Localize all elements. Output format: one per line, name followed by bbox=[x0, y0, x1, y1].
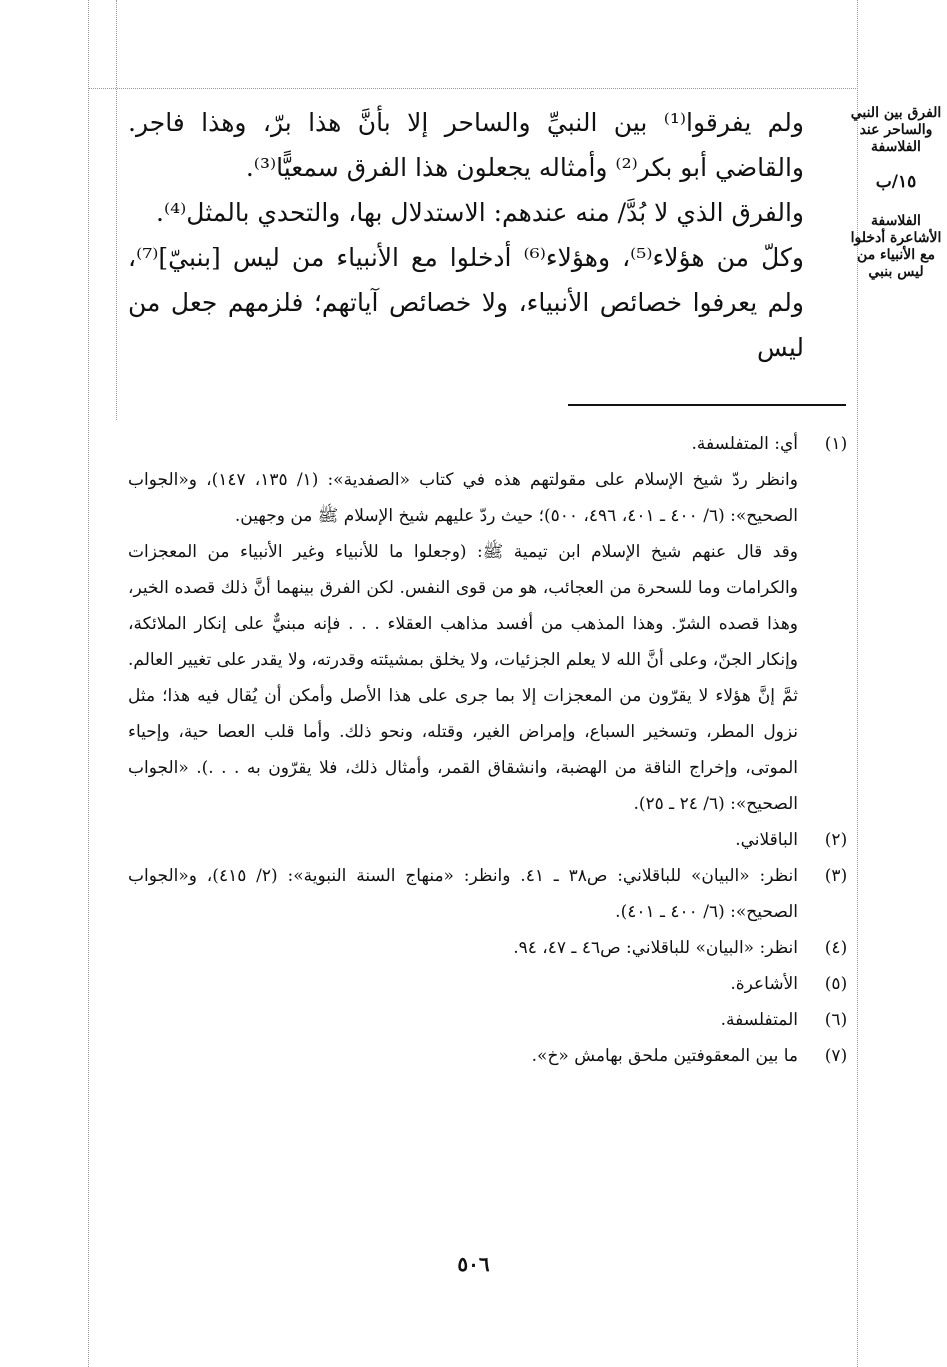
footnote-item bbox=[128, 1002, 856, 1038]
footnote-number: (٥) bbox=[824, 974, 848, 994]
footnote-number: (٦) bbox=[824, 1010, 848, 1030]
footnote-text: وانظر ردّ شيخ الإسلام على مقولتهم هذه في كتاب «الصفدية»: (١/ ١٣٥، ١٤٧)، و«الجواب الصحيح»: (٦/ ٤٠٠ ـ ٤٠١، ٤٩٦، ٥٠٠)؛ حيث ردّ عليهم شيخ الإسلام ﷺ من وجهين. bbox=[128, 470, 798, 526]
footnote-text: ما بين المعقوفتين ملحق بهامش «خ». bbox=[531, 1046, 798, 1066]
margin-note-heading: الفرق بين النبي والساحر عند الفلاسفة bbox=[850, 105, 942, 155]
dotted-guide-left bbox=[88, 0, 89, 1367]
margin-note-heading: الفلاسفة الأشاعرة أدخلوا مع الأنبياء من ليس بنبي bbox=[850, 213, 942, 280]
dotted-guide-inner-left bbox=[116, 0, 117, 420]
margin-notes bbox=[850, 105, 942, 299]
footnote-separator bbox=[568, 404, 846, 406]
footnotes bbox=[128, 426, 856, 1074]
footnote-text: انظر: «البيان» للباقلاني: ص٣٨ ـ ٤١. وانظر: «منهاج السنة النبوية»: (٢/ ٤١٥)، و«الجواب الصحيح»: (٦/ ٤٠٠ ـ ٤٠١). bbox=[128, 866, 798, 922]
main-paragraph: وكلّ من هؤلاء⁽⁵⁾، وهؤلاء⁽⁶⁾ أدخلوا مع الأنبياء من ليس [بنبيّ]⁽⁷⁾، ولم يعرفوا خصائص الأنبياء، ولا خصائص آياتهم؛ فلزمهم جعل من ليس bbox=[128, 243, 805, 362]
footnote-item bbox=[128, 1038, 856, 1074]
footnote-item bbox=[128, 822, 856, 858]
footnote-text: وقد قال عنهم شيخ الإسلام ابن تيمية ﷺ: (وجعلوا ما للأنبياء وغير الأنبياء من المعجزات والكرامات وما للسحرة من العجائب، هو من قوى النفس. لكن الفرق بينهما أنَّ ذلك قصده الخير، وهذا قصده الشرّ. وهذا المذهب من أفسد مذاهب العقلاء . . . فإنه مبنيٌّ على إنكار الملائكة، وإنكار الجنّ، وعلى أنَّ الله لا يعلم الجزئيات، ولا يخلق بمشيئته وقدرته، ولا يقدر على تغيير العالم. ثمَّ إنَّ هؤلاء لا يقرّون من المعجزات إلا بما جرى على هذا الأصل وأمكن أن يُقال فيه هذا؛ مثل نزول المطر، وتسخير السباع، وإمراض الغير، وقتله، ونحو ذلك. وأما قلب العصا حية، وإحياء الموتى، وإخراج الناقة من الهضبة، وانشقاق القمر، وأمثال ذلك، فلا يقرّون به . . .). «الجواب الصحيح»: (٦/ ٢٤ ـ ٢٥). bbox=[128, 542, 798, 814]
footnote-number: (١) bbox=[824, 434, 848, 454]
page-number: ٥٠٦ bbox=[457, 1252, 490, 1276]
main-paragraph: والفرق الذي لا بُدَّ/ منه عندهم: الاستدلال بها، والتحدي بالمثل⁽⁴⁾. bbox=[156, 198, 804, 227]
main-text-block bbox=[128, 100, 848, 370]
footnote-text: انظر: «البيان» للباقلاني: ص٤٦ ـ ٤٧، ٩٤. bbox=[513, 938, 798, 958]
dotted-guide-top bbox=[88, 88, 858, 89]
footnote-item bbox=[128, 426, 856, 822]
footnote-item bbox=[128, 966, 856, 1002]
footnote-number: (٧) bbox=[824, 1046, 848, 1066]
footnote-text: الأشاعرة. bbox=[730, 974, 798, 994]
footnote-item bbox=[128, 930, 856, 966]
footnote-text: أي: المتفلسفة. bbox=[691, 434, 798, 454]
footnote-text: الباقلاني. bbox=[735, 830, 798, 850]
folio-marker: ١٥/ب bbox=[875, 172, 917, 192]
footnote-number: (٤) bbox=[824, 938, 848, 958]
footnote-item bbox=[128, 858, 856, 930]
footnote-number: (٣) bbox=[824, 866, 848, 886]
footnote-number: (٢) bbox=[824, 830, 848, 850]
footnote-text: المتفلسفة. bbox=[720, 1010, 798, 1030]
main-paragraph: ولم يفرقوا⁽¹⁾ بين النبيِّ والساحر إلا بأنَّ هذا برّ، وهذا فاجر. والقاضي أبو بكر⁽²⁾ وأمثاله يجعلون هذا الفرق سمعيًّا⁽³⁾. bbox=[128, 108, 805, 182]
